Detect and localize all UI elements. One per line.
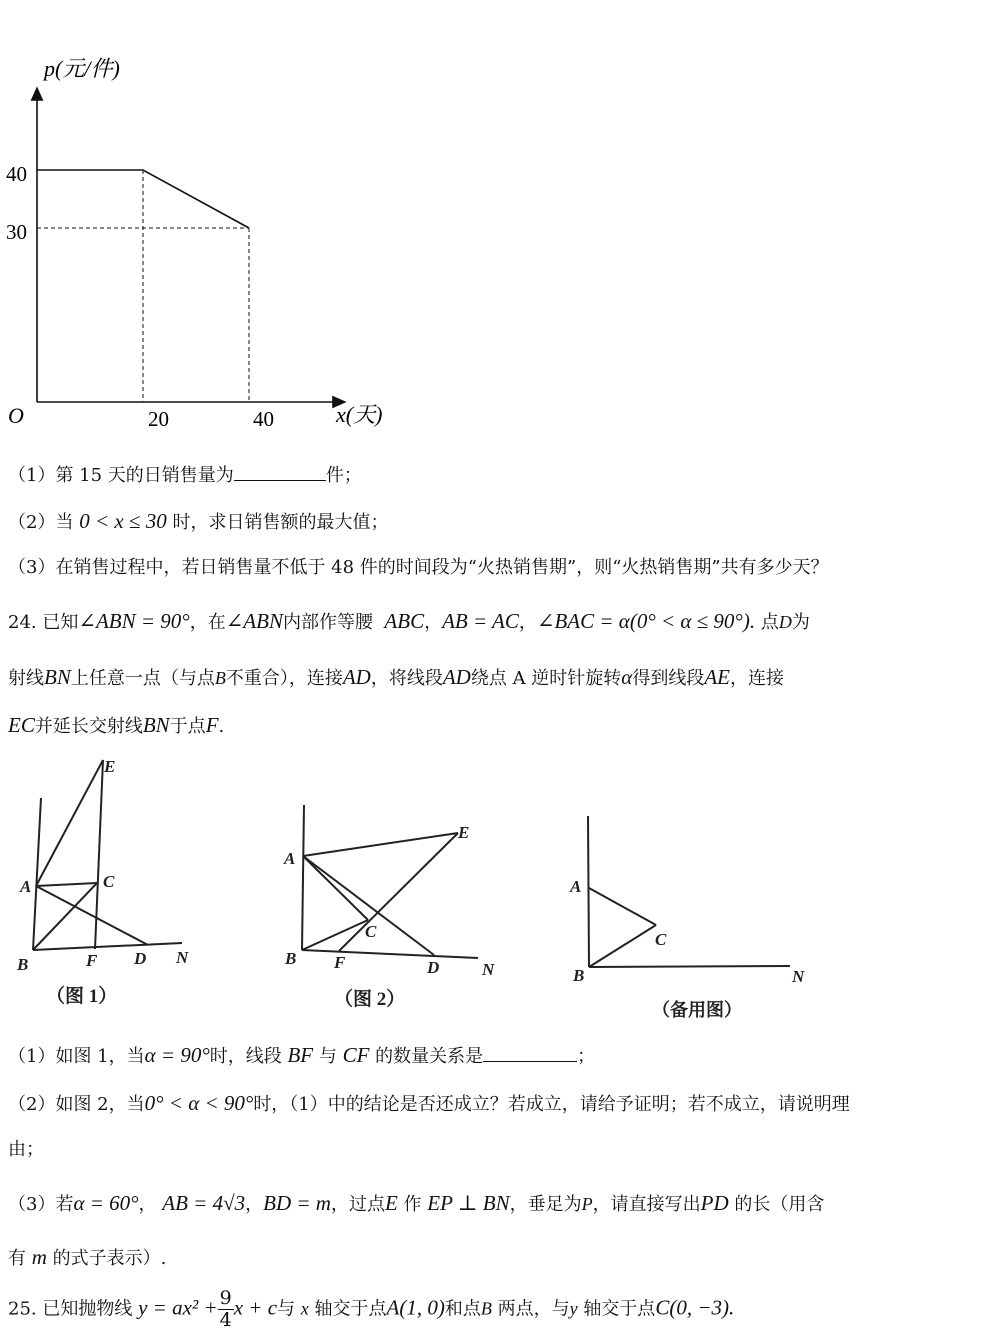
fig1-caption: （图 1） <box>46 986 118 1007</box>
answer-blank[interactable] <box>234 462 326 481</box>
fig3-label-A: A <box>570 877 582 896</box>
q25-line1: 25. 已知抛物线 y = ax² + $\frac{9}{4}$ x + c与 x 轴交于点A(1, 0)和点B 两点，与y 轴交于点C(0, −3). <box>8 1287 735 1331</box>
fig1-label-B: B <box>17 955 29 974</box>
fig2-caption: （图 2） <box>334 989 406 1010</box>
fraction-nine-quarters: $\frac{9}{4}$ <box>219 1287 232 1331</box>
x-tick-20: 20 <box>148 407 169 431</box>
fig3-label-N: N <box>792 967 805 986</box>
fig2-label-A: A <box>284 849 296 868</box>
fig1-label-D: D <box>134 949 147 968</box>
fig1-label-C: C <box>103 872 115 891</box>
backup-figure <box>588 816 790 967</box>
fig2-label-E: E <box>458 823 470 842</box>
q23-part1: （1）第 15 天的日销售量为 件； <box>8 462 362 487</box>
fig3-label-C: C <box>655 930 667 949</box>
fig1-label-N: N <box>176 948 189 967</box>
q23-part3: （3）在销售过程中，若日销售量不低于 48 件的时间段为“火热销售期”，则“火热销售期”共有多少天？ <box>8 557 829 578</box>
geometry-figures <box>0 750 986 1040</box>
q24-part1: （1）如图 1，当α = 90°时，线段 BF 与 CF 的数量关系是 ； <box>8 1043 596 1067</box>
fig2-label-B: B <box>285 949 297 968</box>
fig2-label-D: D <box>427 958 440 977</box>
fig3-caption: （备用图） <box>652 1000 742 1020</box>
y-tick-40: 40 <box>6 162 27 186</box>
price-graph <box>0 50 420 440</box>
fig1-label-F: F <box>86 951 98 970</box>
origin-label: O <box>8 403 24 428</box>
q24-part2: （2）如图 2，当0° < α < 90°时，（1）中的结论是否还成立？若成立，请给予证明；若不成立，请说明理 <box>8 1091 850 1115</box>
q24-line1: 24. 已知∠ABN = 90°，在∠ABN内部作等腰 ABC，AB = AC，∠BAC = α(0° < α ≤ 90°). 点D为 <box>8 609 810 633</box>
y-axis-label: p(元/件) <box>44 56 120 81</box>
fig3-label-B: B <box>573 966 585 985</box>
x-tick-40: 40 <box>253 407 274 431</box>
q23-part2: （2）当 0 < x ≤ 30 时，求日销售额的最大值； <box>8 509 389 533</box>
q24-line3: EC并延长交射线BN于点F. <box>8 713 225 737</box>
figure-2 <box>302 805 478 958</box>
figure-1 <box>33 760 182 950</box>
y-tick-30: 30 <box>6 220 27 244</box>
answer-blank[interactable] <box>483 1043 577 1062</box>
fig2-label-C: C <box>365 922 377 941</box>
fig2-label-F: F <box>334 953 346 972</box>
q24-part2-cont: 由； <box>8 1139 44 1160</box>
q24-line2: 射线BN上任意一点（与点B不重合），连接AD，将线段AD绕点 A 逆时针旋转α得到线段AE，连接 <box>8 665 784 689</box>
fig2-label-N: N <box>482 960 495 979</box>
fig1-label-A: A <box>20 877 32 896</box>
q24-part3-cont: 有 m 的式子表示）. <box>8 1245 167 1269</box>
fig1-label-E: E <box>104 757 116 776</box>
x-axis-label: x(天) <box>336 402 383 427</box>
q24-part3: （3）若α = 60°， AB = 4√3，BD = m，过点E 作 EP ⊥ BN，垂足为P，请直接写出PD 的长（用含 <box>8 1191 825 1215</box>
